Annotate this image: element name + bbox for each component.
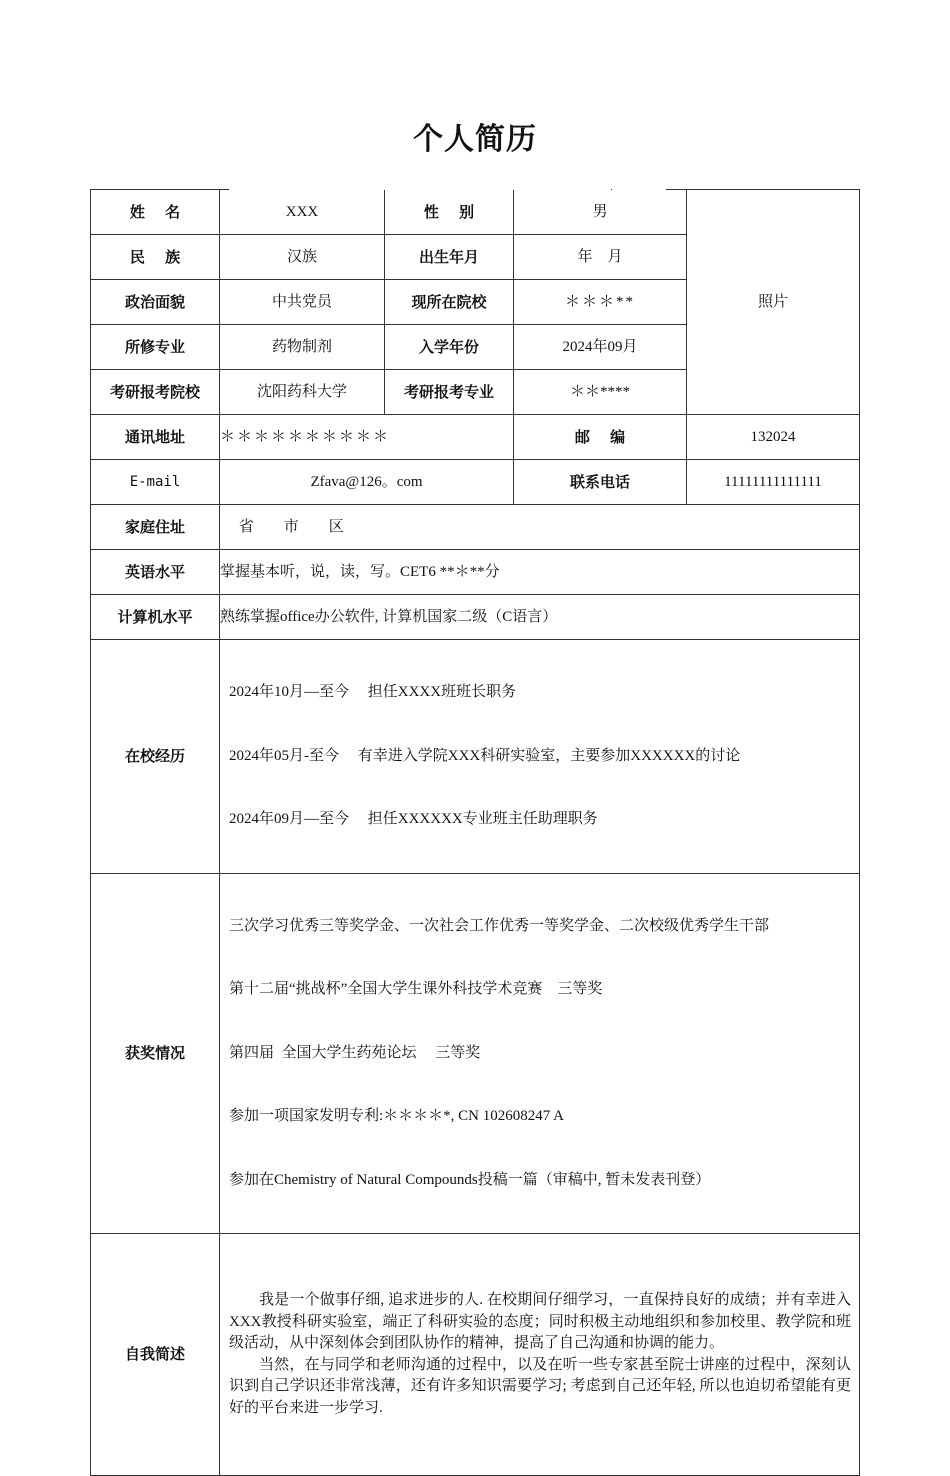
english-value: 掌握基本听，说，读，写。CET6 **＊**分 [220, 550, 860, 595]
english-label: 英语水平 [91, 550, 220, 595]
target-school-label: 考研报考院校 [91, 370, 220, 415]
awards-content [220, 873, 860, 1234]
page-title: 个人简历 [413, 122, 537, 157]
birth-label: 出生年月 [385, 235, 514, 280]
major-value: 药物制剂 [220, 325, 385, 370]
experience-line: 2024年05月-至今 有幸进入学院XXX科研实验室，主要参加XXXXXX的讨论 [229, 747, 741, 764]
photo-placeholder: 照片 [687, 190, 860, 415]
row-english [91, 550, 860, 595]
row-self-intro [91, 1234, 860, 1476]
postcode-value: 132024 [687, 415, 860, 460]
self-intro-paragraph: 当然，在与同学和老师沟通的过程中，以及在听一些专家甚至院士讲座的过程中，深刻认识到自己学识还非常浅薄，还有许多知识需要学习; 考虑到自己还年轻, 所以也迫切希望能有更好的平台来进一步学习. [229, 1356, 851, 1416]
gender-value: 男 [514, 190, 687, 235]
enroll-label: 入学年份 [385, 325, 514, 370]
row-computer [91, 595, 860, 640]
home-label: 家庭住址 [91, 505, 220, 550]
top-border-gap [229, 184, 611, 190]
name-label: 姓 名 [91, 190, 220, 235]
experience-label: 在校经历 [91, 640, 220, 874]
target-major-value: ＊＊**** [514, 370, 687, 415]
name-value: XXX [220, 190, 385, 235]
top-border-gap [612, 184, 666, 190]
self-intro-paragraph: 我是一个做事仔细, 追求进步的人. 在校期间仔细学习，一直保持良好的成绩；并有幸进入XXX教授科研实验室，端正了科研实验的态度；同时积极主动地组织和参加校里、教学院和班级活动，从中深刻体会到团队协作的精神，提高了自己沟通和协调的能力。 [229, 1292, 851, 1351]
row-awards [91, 873, 860, 1234]
awards-label: 获奖情况 [91, 873, 220, 1234]
ethnic-label: 民 族 [91, 235, 220, 280]
award-line: 第十二届“挑战杯”全国大学生课外科技学术竞赛 三等奖 [229, 981, 603, 997]
school-value: ＊＊＊** [514, 280, 687, 325]
phone-value: 11111111111111 [687, 460, 860, 505]
phone-label: 联系电话 [514, 460, 687, 505]
home-value: 省 市 区 [220, 505, 860, 550]
self-intro-label: 自我简述 [91, 1234, 220, 1476]
enroll-value: 2024年09月 [514, 325, 687, 370]
postcode-label: 邮 编 [514, 415, 687, 460]
row-address [91, 415, 860, 460]
award-line: 参加一项国家发明专利:＊＊＊＊*, CN 102608247 A [229, 1108, 565, 1124]
award-line: 参加在Chemistry of Natural Compounds投稿一篇（审稿中, 暂未发表刊登） [229, 1171, 711, 1188]
computer-value: 熟练掌握office办公软件, 计算机国家二级（C语言） [220, 595, 860, 640]
school-label: 现所在院校 [385, 280, 514, 325]
row-email [91, 460, 860, 505]
address-label: 通讯地址 [91, 415, 220, 460]
experience-line: 2024年09月—至今 担任XXXXXX专业班主任助理职务 [229, 811, 598, 827]
target-major-label: 考研报考专业 [385, 370, 514, 415]
experience-content [220, 640, 860, 874]
experience-line: 2024年10月—至今 担任XXXX班班长职务 [229, 684, 517, 700]
award-line: 第四届 全国大学生药苑论坛 三等奖 [229, 1044, 481, 1061]
political-value: 中共党员 [220, 280, 385, 325]
address-value: ＊＊＊＊＊＊＊＊＊＊ [220, 415, 514, 460]
row-name [91, 190, 860, 235]
resume-table [90, 189, 860, 1476]
row-experience [91, 640, 860, 874]
political-label: 政治面貌 [91, 280, 220, 325]
ethnic-value: 汉族 [220, 235, 385, 280]
computer-label: 计算机水平 [91, 595, 220, 640]
row-home [91, 505, 860, 550]
major-label: 所修专业 [91, 325, 220, 370]
award-line: 三次学习优秀三等奖学金、一次社会工作优秀一等奖学金、二次校级优秀学生干部 [229, 917, 770, 934]
birth-value: 年 月 [514, 235, 687, 280]
email-value: Zfava@126。com [220, 460, 514, 505]
gender-label: 性 别 [385, 190, 514, 235]
email-label: E-mail [91, 460, 220, 505]
self-intro-content [220, 1234, 860, 1476]
target-school-value: 沈阳药科大学 [220, 370, 385, 415]
